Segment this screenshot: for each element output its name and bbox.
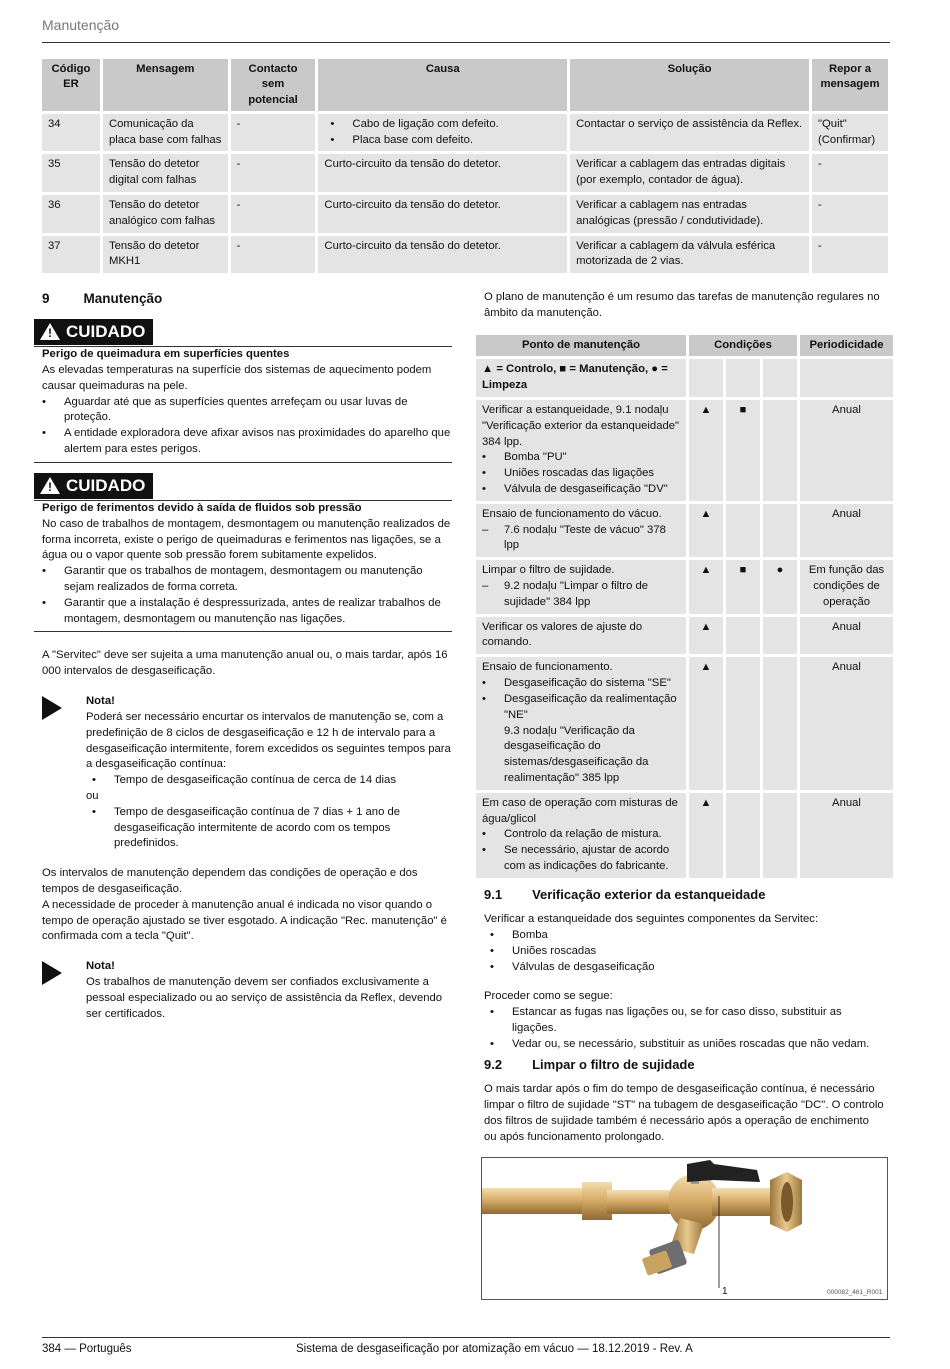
cell-contact: - xyxy=(231,154,316,192)
cell-code: 35 xyxy=(42,154,100,192)
cell-cause xyxy=(318,114,567,152)
error-table xyxy=(39,56,891,276)
filter-figure xyxy=(481,1157,888,1300)
list-item: • Uniões roscadas das ligações xyxy=(476,466,680,482)
warning-block xyxy=(42,473,452,633)
cell-reset: - xyxy=(812,195,888,233)
paragraph: Proceder como se segue: xyxy=(484,990,613,1003)
legend-row xyxy=(476,359,893,397)
cell-solution: Verificar a cablagem da válvula esférica motorizada de 2 vias. xyxy=(570,236,809,274)
table-row xyxy=(476,400,893,501)
list-item: • Garantir que a instalação é despressurizada, antes de realizar trabalhos de montagem, desmontagem ou manutenção nas ligações. xyxy=(36,596,452,628)
cell-task xyxy=(476,793,686,878)
note-or: ou xyxy=(86,789,99,802)
figure-callout: 1 xyxy=(722,1286,728,1297)
cell-task xyxy=(476,657,686,790)
condition-maintenance xyxy=(726,504,760,557)
condition-maintenance xyxy=(726,617,760,655)
table-row xyxy=(476,657,893,790)
cell-period: Anual xyxy=(800,657,893,790)
task-text: Verificar a estanqueidade, 9.1 nodaļu "Verificação exterior da estanqueidade" 384 lpp. xyxy=(482,403,680,448)
subsection-heading xyxy=(484,1056,884,1074)
condition-cleaning xyxy=(763,400,797,501)
list-item: – 9.2 nodaļu "Limpar o filtro de sujidade" 384 lpp xyxy=(476,579,680,611)
table-row xyxy=(42,195,888,233)
condition-maintenance xyxy=(726,793,760,878)
section-number: 9 xyxy=(42,291,50,306)
warning-title: Perigo de ferimentos devido à saída de fluidos sob pressão xyxy=(42,501,362,514)
list-item: • Aguardar até que as superfícies quentes arrefeçam ou usar luvas de proteção. xyxy=(36,395,452,427)
condition-control: ▲ xyxy=(689,400,723,501)
task-text: Em caso de operação com misturas de água/glicol xyxy=(482,796,678,825)
cell-period: Anual xyxy=(800,400,893,501)
list-item: • Tempo de desgaseificação contínua de cerca de 14 dias xyxy=(86,773,452,789)
note-arrow-icon xyxy=(42,696,62,720)
footer-left: 384 — Português xyxy=(42,1343,132,1355)
section-9-2 xyxy=(484,1056,884,1145)
condition-cleaning: ● xyxy=(763,560,797,613)
cell-solution: Contactar o serviço de assistência da Reflex. xyxy=(570,114,809,152)
maintenance-intro: O plano de manutenção é um resumo das tarefas de manutenção regulares no âmbito da manutenção. xyxy=(484,291,880,319)
dirt-filter-illustration xyxy=(482,1158,887,1299)
condition-cleaning xyxy=(763,793,797,878)
note-icon-wrap xyxy=(42,959,86,1022)
list-item: • Cabo de ligação com defeito. xyxy=(324,117,561,133)
cell-period: Em função das condições de operação xyxy=(800,560,893,613)
condition-cleaning xyxy=(763,657,797,790)
table-row xyxy=(42,154,888,192)
col-header: Repor a mensagem xyxy=(812,59,888,111)
section-title: Manutenção xyxy=(83,291,163,306)
cell-solution: Verificar a cablagem das entradas digitais (por exemplo, contador de água). xyxy=(570,154,809,192)
paragraph: Os intervalos de manutenção dependem das condições de operação e dos tempos de desgaseificação. xyxy=(42,867,418,896)
list-item: • Placa base com defeito. xyxy=(324,133,561,149)
condition-control: ▲ xyxy=(689,560,723,613)
list-item: • Controlo da relação de mistura. xyxy=(476,827,680,843)
cell-cause: Curto-circuito da tensão do detetor. xyxy=(318,195,567,233)
cell-message: Comunicação da placa base com falhas xyxy=(103,114,228,152)
cell-solution: Verificar a cablagem nas entradas analógicas (pressão / condutividade). xyxy=(570,195,809,233)
cell-period: Anual xyxy=(800,617,893,655)
left-column xyxy=(42,290,452,1023)
cell-period: Anual xyxy=(800,793,893,878)
maintenance-table-header xyxy=(476,335,893,356)
cell-cause: Curto-circuito da tensão do detetor. xyxy=(318,154,567,192)
paragraph: A "Servitec" deve ser sujeita a uma manutenção anual ou, o mais tardar, após 16 000 intervalos de desgaseificação. xyxy=(42,649,448,678)
warning-title: Perigo de queimadura em superfícies quentes xyxy=(42,348,290,361)
col-header: Ponto de manutenção xyxy=(476,335,686,356)
error-table-header xyxy=(42,59,888,111)
cell-reset: - xyxy=(812,236,888,274)
maintenance-table xyxy=(473,332,896,881)
condition-maintenance: ■ xyxy=(726,560,760,613)
list-item: • Válvulas de desgaseificação xyxy=(484,960,884,976)
cell-task: Verificar os valores de ajuste do comando. xyxy=(476,617,686,655)
warning-icon: ! xyxy=(40,323,60,340)
paragraph: A necessidade de proceder à manutenção anual é indicada no visor quando o tempo de operação ajustado se tiver esgotado. A indicação "Rec. manutenção" é confirmada com a tecla "Quit". xyxy=(42,898,447,943)
paragraph: O mais tardar após o fim do tempo de desgaseificação contínua, é necessário limpar o filtro de sujidade "ST" na tubagem de desgaseificação "DC". O controlo dos filtros de sujidade também é necessário após a operação de enchimento ou após funcionamento prolongado. xyxy=(484,1083,884,1143)
cell-contact: - xyxy=(231,236,316,274)
col-header: Código ER xyxy=(42,59,100,111)
cell-code: 37 xyxy=(42,236,100,274)
cell-contact: - xyxy=(231,114,316,152)
table-row xyxy=(476,617,893,655)
list-item: • Bomba "PU" xyxy=(476,450,680,466)
col-header: Mensagem xyxy=(103,59,228,111)
cell-message: Tensão do detetor analógico com falhas xyxy=(103,195,228,233)
section-title: Verificação exterior da estanqueidade xyxy=(532,887,766,902)
note-block xyxy=(42,694,452,852)
list-item: • Válvula de desgaseificação "DV" xyxy=(476,482,680,498)
cell-message: Tensão do detetor MKH1 xyxy=(103,236,228,274)
task-reference: 9.3 nodaļu "Verificação da desgaseificação do sistemas/desgaseificação da realimentação" 385 lpp xyxy=(504,724,649,784)
list-item: • Se necessário, ajustar de acordo com as indicações do fabricante. xyxy=(476,843,680,875)
warning-text: CUIDADO xyxy=(66,475,146,495)
cell-task xyxy=(476,504,686,557)
condition-control: ▲ xyxy=(689,657,723,790)
list-item: • Estancar as fugas nas ligações ou, se for caso disso, substituir as ligações. xyxy=(484,1005,884,1037)
col-header: Periodicidade xyxy=(800,335,893,356)
warning-block xyxy=(42,319,452,463)
cell-reset: "Quit" (Confirmar) xyxy=(812,114,888,152)
note-icon-wrap xyxy=(42,694,86,852)
task-text: Ensaio de funcionamento. xyxy=(482,661,613,674)
condition-control: ▲ xyxy=(689,793,723,878)
warning-label xyxy=(34,473,153,499)
task-text: Ensaio de funcionamento do vácuo. xyxy=(482,507,662,520)
note-block xyxy=(42,959,452,1022)
condition-maintenance xyxy=(726,657,760,790)
list-item: • Garantir que os trabalhos de montagem, desmontagem ou manutenção sejam realizados de forma correta. xyxy=(36,564,452,596)
footer-rule xyxy=(42,1337,890,1338)
table-row xyxy=(42,236,888,274)
list-item: • Tempo de desgaseificação contínua de 7 dias + 1 ano de desgaseificação intermitente de acordo com os tempos predefinidos. xyxy=(86,805,452,852)
task-text: Limpar o filtro de sujidade. xyxy=(482,564,615,577)
footer-center: Sistema de desgaseificação por atomização em vácuo — 18.12.2019 - Rev. A xyxy=(296,1343,693,1355)
warning-icon: ! xyxy=(40,477,60,494)
page-header-title: Manutenção xyxy=(42,17,120,33)
warning-text: CUIDADO xyxy=(66,321,146,341)
col-header: Contacto sem potencial xyxy=(231,59,316,111)
table-row xyxy=(476,504,893,557)
warning-body: As elevadas temperaturas na superfície dos sistemas de aquecimento podem causar queimaduras na pele. xyxy=(42,363,432,392)
list-item: • Uniões roscadas xyxy=(484,944,884,960)
cell-task xyxy=(476,560,686,613)
cell-message: Tensão do detetor digital com falhas xyxy=(103,154,228,192)
list-item: • Desgaseificação da realimentação "NE" xyxy=(476,692,680,724)
divider xyxy=(34,631,452,632)
section-title: Limpar o filtro de sujidade xyxy=(532,1057,695,1072)
section-number: 9.2 xyxy=(484,1057,503,1072)
list-item: • Bomba xyxy=(484,928,884,944)
divider xyxy=(34,462,452,463)
subsection-heading xyxy=(484,886,884,904)
note-arrow-icon xyxy=(42,961,62,985)
col-header: Solução xyxy=(570,59,809,111)
condition-cleaning xyxy=(763,504,797,557)
list-item: • A entidade exploradora deve afixar avisos nas proximidades do aparelho que alertem para estes perigos. xyxy=(36,426,452,458)
note-body: Os trabalhos de manutenção devem ser confiados exclusivamente a pessoal especializado ou ao serviço de assistência da Reflex, devendo ser certificados. xyxy=(86,976,443,1020)
col-header: Causa xyxy=(318,59,567,111)
cell-contact: - xyxy=(231,195,316,233)
condition-maintenance: ■ xyxy=(726,400,760,501)
list-item: • Vedar ou, se necessário, substituir as uniões roscadas que não vedam. xyxy=(484,1037,884,1053)
cell-period: Anual xyxy=(800,504,893,557)
cell-cause: Curto-circuito da tensão do detetor. xyxy=(318,236,567,274)
note-body: Poderá ser necessário encurtar os intervalos de manutenção se, com a predefinição de 8 ciclos de desgaseificação e 12 h de intervalo para a desgaseificação intermitente, forem excedidos os seguintes tempos para a desgaseificação contínua: xyxy=(86,710,451,771)
cell-task xyxy=(476,400,686,501)
header-rule xyxy=(42,42,890,43)
section-9-1 xyxy=(484,886,884,1053)
warning-body: No caso de trabalhos de montagem, desmontagem ou manutenção realizados de forma incorreta, existe o perigo de queimaduras e ferimentos nas ligações, se a água ou o vapor quente sob pressão forem subitamente expelidos. xyxy=(42,517,451,562)
note-title: Nota! xyxy=(86,960,115,973)
cell-code: 34 xyxy=(42,114,100,152)
note-title: Nota! xyxy=(86,695,115,708)
section-heading xyxy=(42,290,452,309)
col-header: Condições xyxy=(689,335,797,356)
cell-reset: - xyxy=(812,154,888,192)
table-row xyxy=(42,114,888,152)
condition-control: ▲ xyxy=(689,504,723,557)
table-row xyxy=(476,793,893,878)
condition-control: ▲ xyxy=(689,617,723,655)
list-item: • Desgaseificação do sistema "SE" xyxy=(476,676,680,692)
condition-cleaning xyxy=(763,617,797,655)
section-number: 9.1 xyxy=(484,887,503,902)
warning-label xyxy=(34,319,153,345)
list-item: – 7.6 nodaļu "Teste de vácuo" 378 lpp xyxy=(476,523,680,555)
figure-code: 000082_461_R001 xyxy=(827,1289,883,1296)
legend-cell: ▲ = Controlo, ■ = Manutenção, ● = Limpeza xyxy=(476,359,686,397)
cell-code: 36 xyxy=(42,195,100,233)
paragraph: Verificar a estanqueidade dos seguintes componentes da Servitec: xyxy=(484,913,819,926)
table-row xyxy=(476,560,893,613)
